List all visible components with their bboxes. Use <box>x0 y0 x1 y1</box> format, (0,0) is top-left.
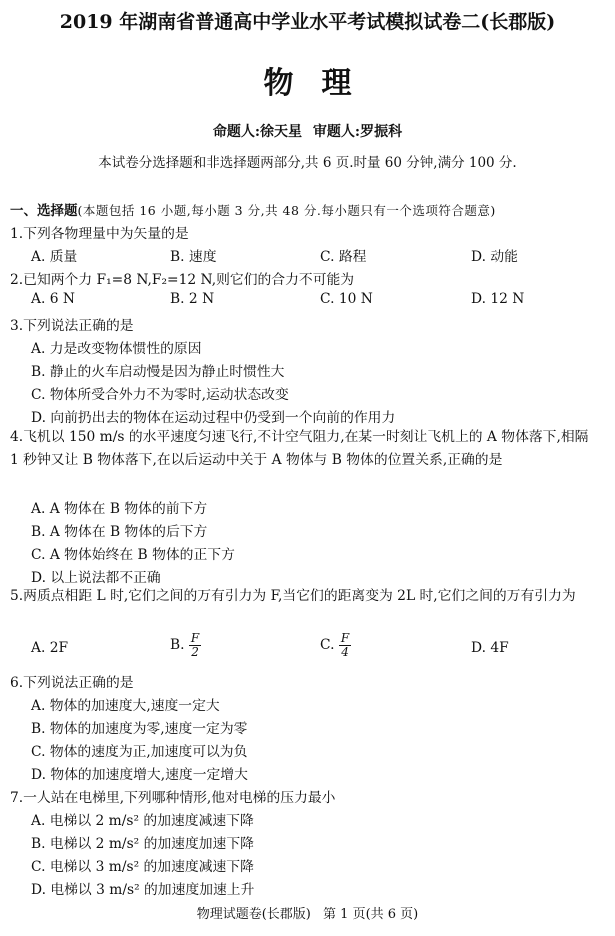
exam-title: 2019 年湖南省普通高中学业水平考试模拟试卷二(长郡版) <box>59 11 556 33</box>
question-4-stem: 4.飞机以 150 m/s 的水平速度匀速飞行,不计空气阻力,在某一时刻让飞机上的 A 物体落下,相隔 1 秒钟又让 B 物体落下,在以后运动中关于 A 物体与 B 物体的位置关系,正确的是 <box>10 429 589 468</box>
subject-title: 物理 <box>263 66 380 101</box>
q5-option-a: A. 2F <box>31 640 69 656</box>
q4-option-d: D. 以上说法都不正确 <box>31 570 161 586</box>
question-3-stem: 3.下列说法正确的是 <box>10 318 134 334</box>
q6-option-a: A. 物体的加速度大,速度一定大 <box>31 698 220 714</box>
q7-option-d: D. 电梯以 3 m/s² 的加速度加速上升 <box>31 882 255 898</box>
question-2-stem: 2.已知两个力 F₁=8 N,F₂=12 N,则它们的合力不可能为 <box>10 272 355 288</box>
q6-option-d: D. 物体的加速度增大,速度一定增大 <box>31 767 248 783</box>
footer-paper-name: 物理试题卷(长郡版) <box>196 907 311 922</box>
q5-fraction-b <box>189 632 201 659</box>
section-desc: (本题包括 16 小题,每小题 3 分,共 48 分.每小题只有一个选项符合题意) <box>77 203 496 218</box>
section-heading <box>10 199 496 219</box>
q3-option-d: D. 向前扔出去的物体在运动过程中仍受到一个向前的作用力 <box>31 410 396 426</box>
q5-option-d: D. 4F <box>471 640 509 656</box>
q5-option-b-label: B. <box>170 637 185 653</box>
q6-option-b: B. 物体的加速度为零,速度一定为零 <box>31 721 248 737</box>
question-7-stem: 7.一人站在电梯里,下列哪种情形,他对电梯的压力最小 <box>10 790 336 806</box>
q3-option-b: B. 静止的火车启动慢是因为静止时惯性大 <box>31 364 285 380</box>
q2-option-c: C. 10 N <box>320 291 373 307</box>
q1-option-a: A. 质量 <box>31 249 78 265</box>
q7-option-a: A. 电梯以 2 m/s² 的加速度减速下降 <box>31 813 254 829</box>
authors-line: 命题人:徐天星 审题人:罗振科 <box>212 124 403 140</box>
section-title: 一、选择题 <box>10 203 78 219</box>
exam-note: 本试卷分选择题和非选择题两部分,共 6 页.时量 60 分钟,满分 100 分. <box>98 155 517 171</box>
q5-fraction-c <box>339 632 351 659</box>
q3-option-c: C. 物体所受合外力不为零时,运动状态改变 <box>31 387 289 403</box>
q5-fraction-c-den: 4 <box>341 645 349 659</box>
question-1-stem: 1.下列各物理量中为矢量的是 <box>10 226 189 242</box>
q5-fraction-b-num: F <box>190 631 200 645</box>
q1-option-d: D. 动能 <box>471 249 518 265</box>
q6-option-c: C. 物体的速度为正,加速度可以为负 <box>31 744 248 760</box>
q5-fraction-c-num: F <box>340 631 350 645</box>
q2-option-a: A. 6 N <box>31 291 75 307</box>
q1-option-b: B. 速度 <box>170 249 217 265</box>
q1-option-c: C. 路程 <box>320 249 367 265</box>
q4-option-c: C. A 物体始终在 B 物体的正下方 <box>31 547 235 563</box>
q5-option-b <box>170 632 201 659</box>
question-6-stem: 6.下列说法正确的是 <box>10 675 134 691</box>
question-5-stem: 5.两质点相距 L 时,它们之间的万有引力为 F,当它们的距离变为 2L 时,它们之间的万有引力为 <box>10 588 576 604</box>
q5-option-c-label: C. <box>320 637 335 653</box>
q2-option-d: D. 12 N <box>471 291 525 307</box>
q5-option-c <box>320 632 351 659</box>
q4-option-a: A. A 物体在 B 物体的前下方 <box>31 501 208 517</box>
q4-option-b: B. A 物体在 B 物体的后下方 <box>31 524 208 540</box>
page-footer <box>0 903 615 922</box>
q5-fraction-b-den: 2 <box>191 645 199 659</box>
q7-option-b: B. 电梯以 2 m/s² 的加速度加速下降 <box>31 836 254 852</box>
q2-option-b: B. 2 N <box>170 291 215 307</box>
q3-option-a: A. 力是改变物体惯性的原因 <box>31 341 202 357</box>
footer-page-number: 第 1 页(共 6 页) <box>323 907 419 922</box>
q7-option-c: C. 电梯以 3 m/s² 的加速度减速下降 <box>31 859 254 875</box>
